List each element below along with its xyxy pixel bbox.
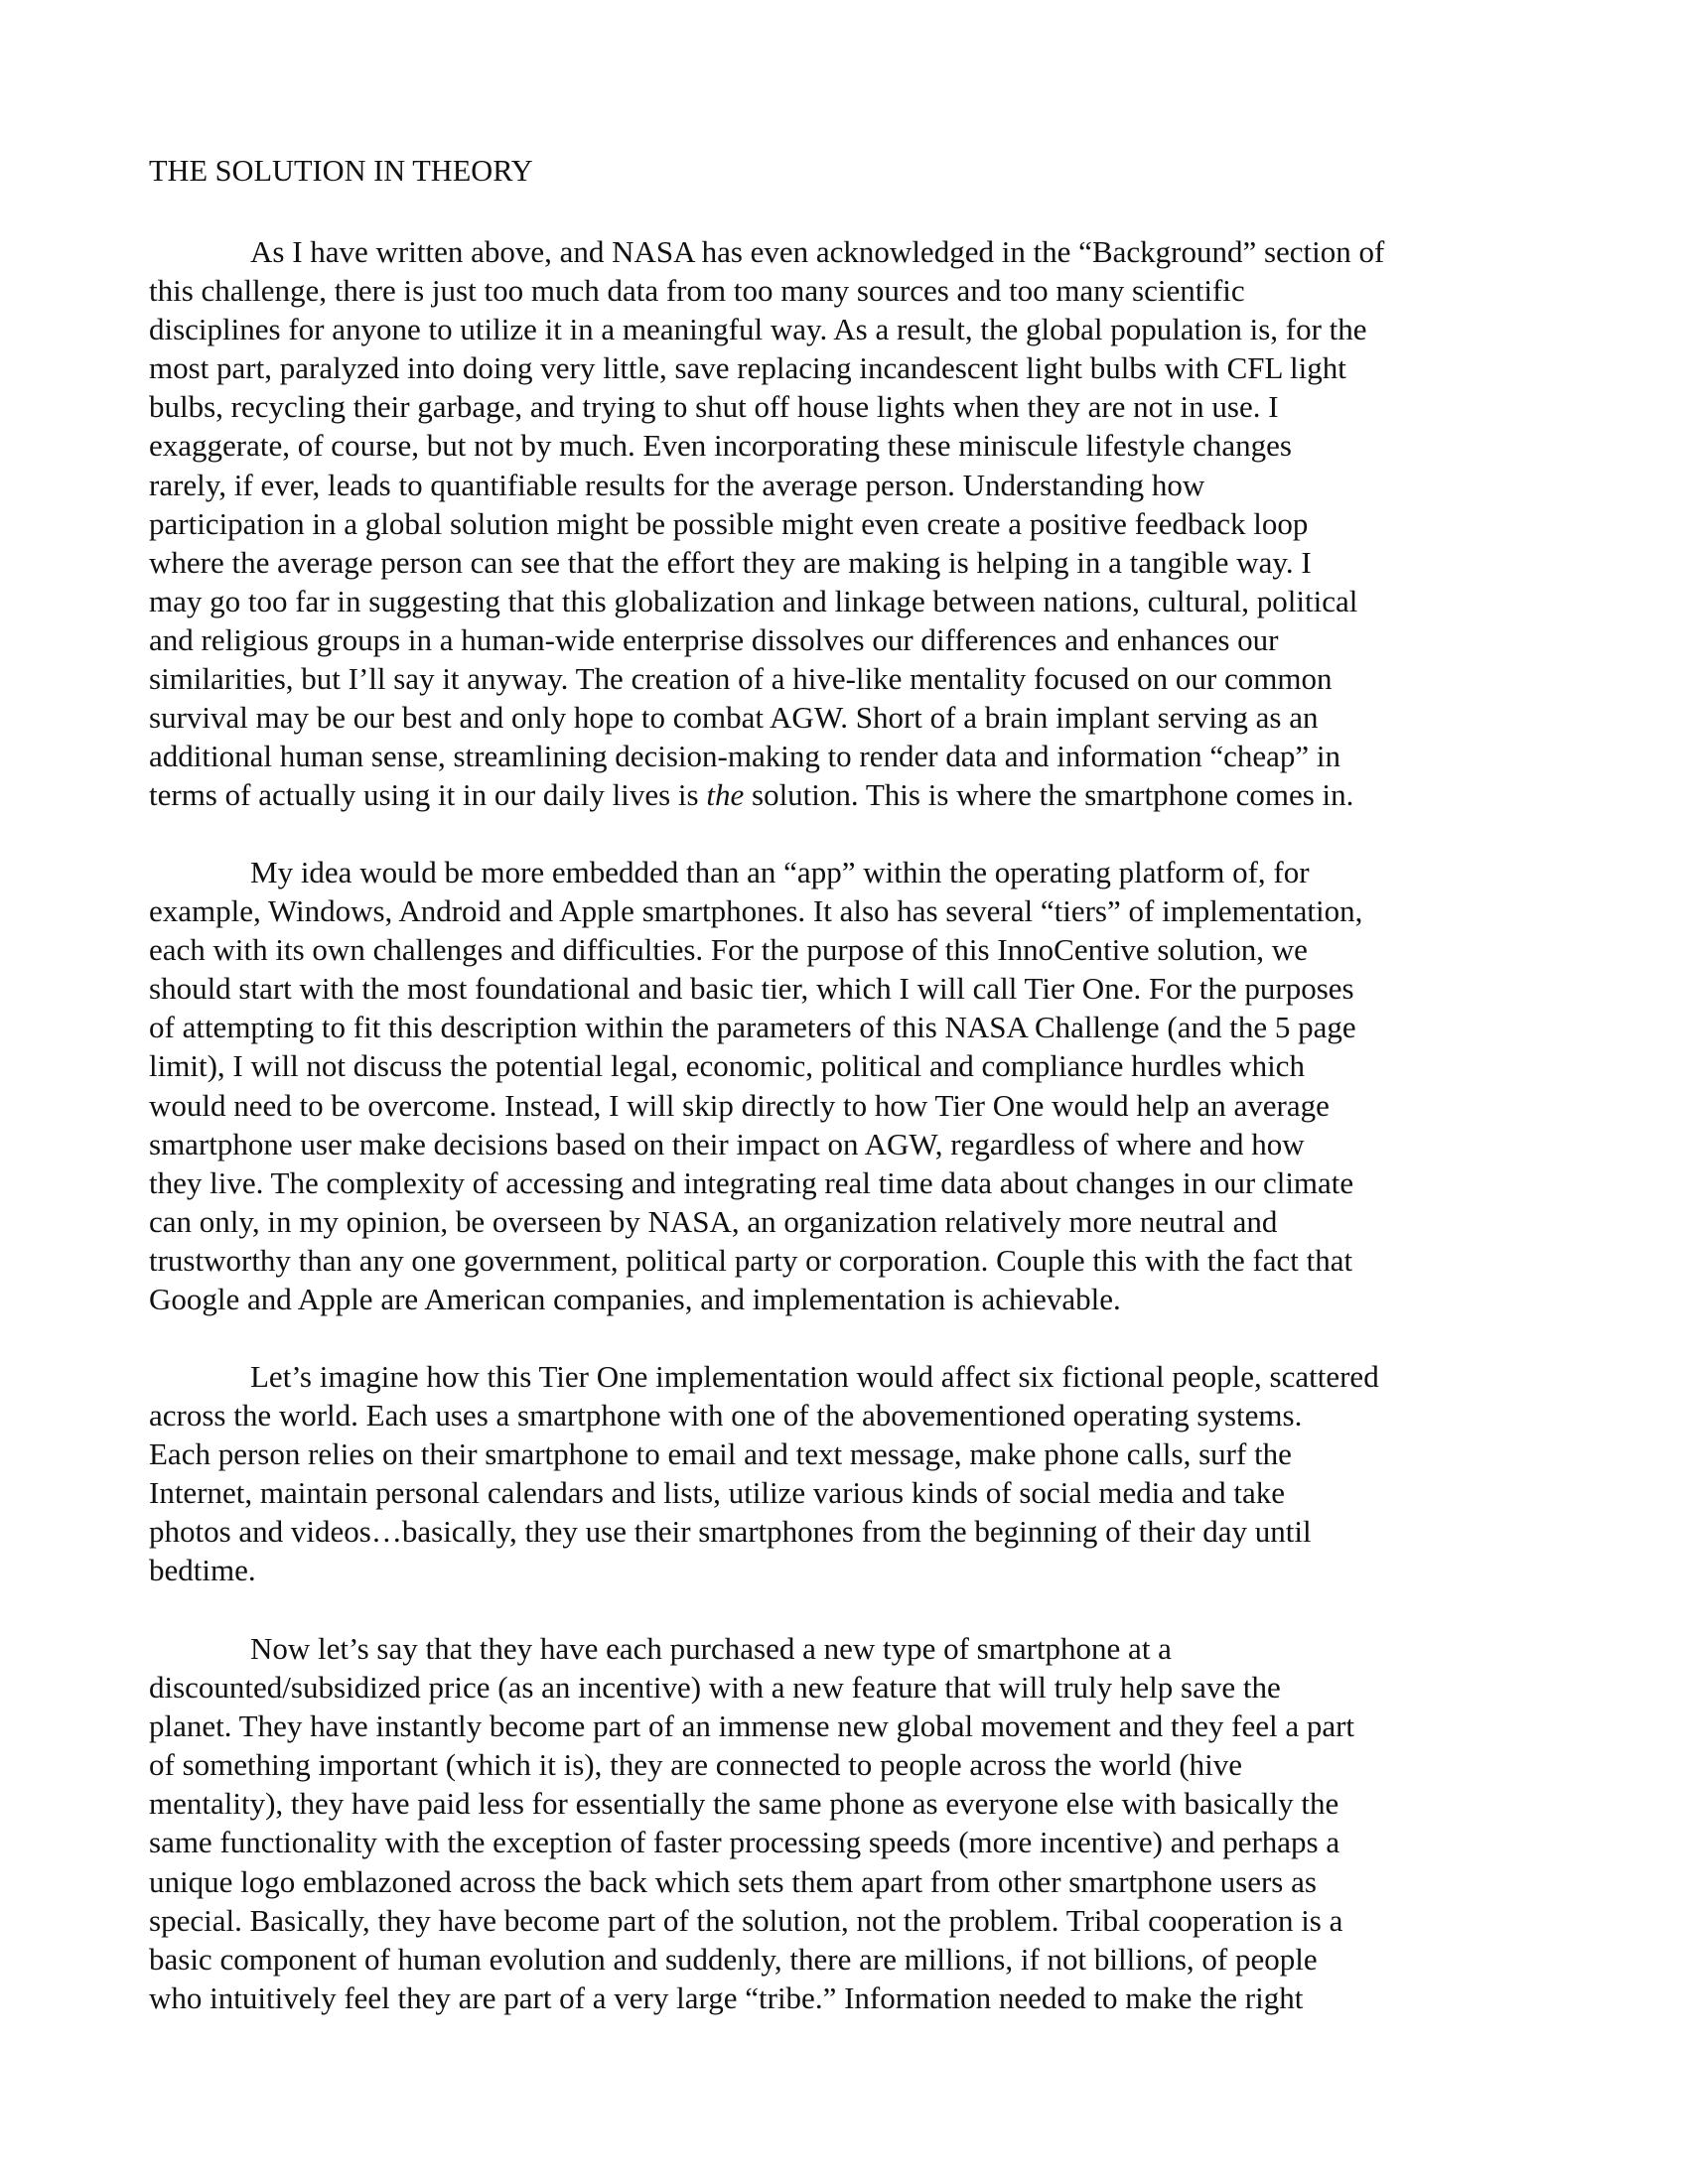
- text-line: trustworthy than any one government, political party or corporation. Couple this with the fact that: [149, 1242, 1353, 1278]
- text-line: most part, paralyzed into doing very little, save replacing incandescent light bulbs with CFL light: [149, 350, 1346, 386]
- text-line: bulbs, recycling their garbage, and trying to shut off house lights when they are not in use. I: [149, 389, 1279, 425]
- paragraph-4: [149, 1629, 1539, 2017]
- text-line: participation in a global solution might be possible might even create a positive feedback loop: [149, 505, 1309, 541]
- text-line: bedtime.: [149, 1553, 256, 1588]
- paragraph-2: [149, 853, 1539, 1318]
- emphasis-text: the: [706, 777, 745, 813]
- text-line: would need to be overcome. Instead, I will skip directly to how Tier One would help an average: [149, 1087, 1330, 1123]
- text-line: Google and Apple are American companies, and implementation is achievable.: [149, 1282, 1121, 1317]
- text-line: planet. They have instantly become part of an immense new global movement and they feel a part: [149, 1708, 1355, 1744]
- text-line: Each person relies on their smartphone to email and text message, make phone calls, surf the: [149, 1436, 1292, 1472]
- text-line: mentality), they have paid less for essentially the same phone as everyone else with basically the: [149, 1786, 1339, 1822]
- text-line: of something important (which it is), they are connected to people across the world (hive: [149, 1747, 1243, 1783]
- text-line: basic component of human evolution and suddenly, there are millions, if not billions, of people: [149, 1941, 1318, 1977]
- text-line: this challenge, there is just too much data from too many sources and too many scientific: [149, 273, 1245, 309]
- text-line: Now let’s say that they have each purchased a new type of smartphone at a: [250, 1631, 1172, 1666]
- text-line: example, Windows, Android and Apple smartphones. It also has several “tiers” of implementation,: [149, 893, 1363, 929]
- paragraph-3: [149, 1357, 1539, 1590]
- text-line: they live. The complexity of accessing and integrating real time data about changes in our climate: [149, 1164, 1354, 1200]
- section-heading: THE SOLUTION IN THEORY: [149, 153, 533, 188]
- text-run: terms of actually using it in our daily lives is: [149, 777, 707, 813]
- text-line: across the world. Each uses a smartphone with one of the abovementioned operating systems.: [149, 1398, 1303, 1433]
- text-line: Internet, maintain personal calendars and lists, utilize various kinds of social media and take: [149, 1475, 1286, 1511]
- text-line: each with its own challenges and difficulties. For the purpose of this InnoCentive solution, we: [149, 932, 1308, 968]
- text-line: additional human sense, streamlining decision-making to render data and information “cheap” in: [149, 739, 1341, 774]
- text-line: same functionality with the exception of faster processing speeds (more incentive) and perhaps a: [149, 1825, 1340, 1860]
- text-line: rarely, if ever, leads to quantifiable results for the average person. Understanding how: [149, 467, 1205, 502]
- text-line: photos and videos…basically, they use their smartphones from the beginning of their day until: [149, 1514, 1312, 1550]
- text-line: smartphone user make decisions based on their impact on AGW, regardless of where and how: [149, 1126, 1305, 1161]
- text-run: solution. This is where the smartphone comes in.: [744, 777, 1354, 813]
- text-line: My idea would be more embedded than an “app” within the operating platform of, for: [250, 855, 1310, 889]
- text-line: discounted/subsidized price (as an incentive) with a new feature that will truly help save the: [149, 1670, 1281, 1706]
- text-line: unique logo emblazoned across the back which sets them apart from other smartphone users as: [149, 1863, 1317, 1899]
- text-line: of attempting to fit this description within the parameters of this NASA Challenge (and the 5 page: [149, 1010, 1356, 1045]
- text-line: where the average person can see that the effort they are making is helping in a tangible way. I: [149, 544, 1312, 580]
- paragraph-1: [149, 232, 1539, 814]
- text-line: limit), I will not discuss the potential legal, economic, political and compliance hurdles which: [149, 1048, 1305, 1084]
- text-line: should start with the most foundational and basic tier, which I will call Tier One. For the purposes: [149, 971, 1354, 1007]
- text-line: and religious groups in a human-wide enterprise dissolves our differences and enhances our: [149, 621, 1279, 657]
- text-line: who intuitively feel they are part of a very large “tribe.” Information needed to make the right: [149, 1979, 1304, 2015]
- text-line: As I have written above, and NASA has even acknowledged in the “Background” section of: [250, 234, 1385, 269]
- text-line: special. Basically, they have become part of the solution, not the problem. Tribal cooperation is a: [149, 1902, 1343, 1938]
- text-line: exaggerate, of course, but not by much. Even incorporating these miniscule lifestyle changes: [149, 428, 1292, 464]
- text-line: can only, in my opinion, be overseen by NASA, an organization relatively more neutral and: [149, 1203, 1278, 1239]
- text-line: similarities, but I’ll say it anyway. The creation of a hive-like mentality focused on our common: [149, 661, 1333, 697]
- text-line: Let’s imagine how this Tier One implementation would affect six fictional people, scattered: [250, 1359, 1379, 1394]
- text-line: disciplines for anyone to utilize it in a meaningful way. As a result, the global population is, for the: [149, 312, 1367, 347]
- text-line: may go too far in suggesting that this globalization and linkage between nations, cultural, political: [149, 583, 1358, 618]
- text-line: survival may be our best and only hope to combat AGW. Short of a brain implant serving as an: [149, 700, 1319, 736]
- text-line: [149, 775, 1539, 814]
